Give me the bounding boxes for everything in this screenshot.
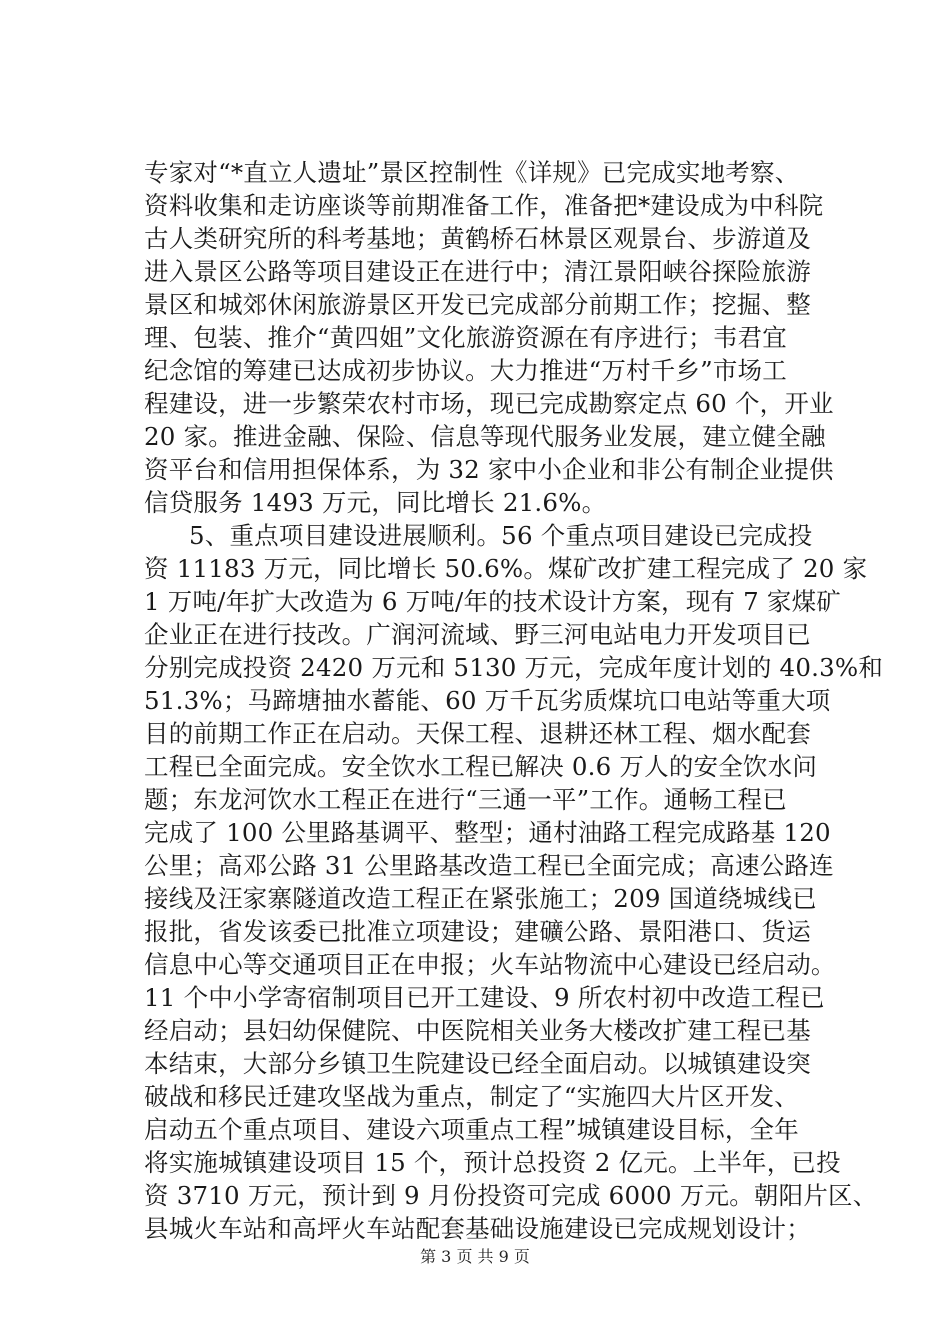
page-number-footer: 第 3 页 共 9 页	[420, 1247, 530, 1266]
text-line: 报批，省发该委已批准立项建设；建礦公路、景阳港口、货运	[144, 917, 811, 946]
text-line: 接线及汪家寨隧道改造工程正在紧张施工；209 国道绕城线已	[144, 884, 817, 913]
document-body	[144, 156, 884, 1245]
text-line: 专家对“*直立人遗址”景区控制性《详规》已完成实地考察、	[144, 158, 800, 187]
paragraph-heading-line: 5、重点项目建设进展顺利。56 个重点项目建设已完成投	[189, 521, 813, 550]
text-line: 公里；高邓公路 31 公里路基改造工程已全面完成；高速公路连	[144, 851, 834, 880]
text-line: 资 11183 万元，同比增长 50.6%。煤矿改扩建工程完成了 20 家	[144, 554, 868, 583]
text-line: 进入景区公路等项目建设正在进行中；清江景阳峡谷探险旅游	[144, 257, 811, 286]
text-line: 信息中心等交通项目正在申报；火车站物流中心建设已经启动。	[144, 950, 836, 979]
text-line: 本结束，大部分乡镇卫生院建设已经全面启动。以城镇建设突	[144, 1049, 811, 1078]
text-line: 启动五个重点项目、建设六项重点工程”城镇建设目标，全年	[144, 1115, 799, 1144]
text-line: 资料收集和走访座谈等前期准备工作，准备把*建设成为中科院	[144, 191, 824, 220]
text-line: 题；东龙河饮水工程正在进行“三通一平”工作。通畅工程已	[144, 785, 787, 814]
text-line: 景区和城郊休闲旅游景区开发已完成部分前期工作；挖掘、整	[144, 290, 811, 319]
text-line: 51.3%；马蹄塘抽水蓄能、60 万千瓦劣质煤坑口电站等重大项	[144, 686, 831, 715]
text-line: 资 3710 万元，预计到 9 月份投资可完成 6000 万元。朝阳片区、	[144, 1181, 878, 1210]
text-line: 11 个中小学寄宿制项目已开工建设、9 所农村初中改造工程已	[144, 983, 825, 1012]
text-line: 纪念馆的筹建已达成初步协议。大力推进“万村千乡”市场工	[144, 356, 787, 385]
text-line: 完成了 100 公里路基调平、整型；通村油路工程完成路基 120	[144, 818, 831, 847]
text-line: 资平台和信用担保体系，为 32 家中小企业和非公有制企业提供	[144, 455, 834, 484]
text-line: 目的前期工作正在启动。天保工程、退耕还林工程、烟水配套	[144, 719, 811, 748]
text-line: 20 家。推进金融、保险、信息等现代服务业发展，建立健全融	[144, 422, 826, 451]
text-line: 古人类研究所的科考基地；黄鹤桥石林景区观景台、步游道及	[144, 224, 811, 253]
text-line: 分别完成投资 2420 万元和 5130 万元，完成年度计划的 40.3%和	[144, 653, 884, 682]
text-line: 经启动；县妇幼保健院、中医院相关业务大楼改扩建工程已基	[144, 1016, 811, 1045]
text-line: 信贷服务 1493 万元，同比增长 21.6%。	[144, 488, 607, 517]
text-line: 1 万吨/年扩大改造为 6 万吨/年的技术设计方案，现有 7 家煤矿	[144, 587, 842, 616]
text-line: 县城火车站和高坪火车站配套基础设施建设已完成规划设计；	[144, 1214, 811, 1243]
text-line: 工程已全面完成。安全饮水工程已解决 0.6 万人的安全饮水问	[144, 752, 818, 781]
text-line: 理、包装、推介“黄四姐”文化旅游资源在有序进行；韦君宜	[144, 323, 787, 352]
text-line: 企业正在进行技改。广润河流域、野三河电站电力开发项目已	[144, 620, 811, 649]
text-line: 破战和移民迁建攻坚战为重点，制定了“实施四大片区开发、	[144, 1082, 799, 1111]
text-line: 将实施城镇建设项目 15 个，预计总投资 2 亿元。上半年，已投	[144, 1148, 841, 1177]
text-line: 程建设，进一步繁荣农村市场，现已完成勘察定点 60 个，开业	[144, 389, 834, 418]
